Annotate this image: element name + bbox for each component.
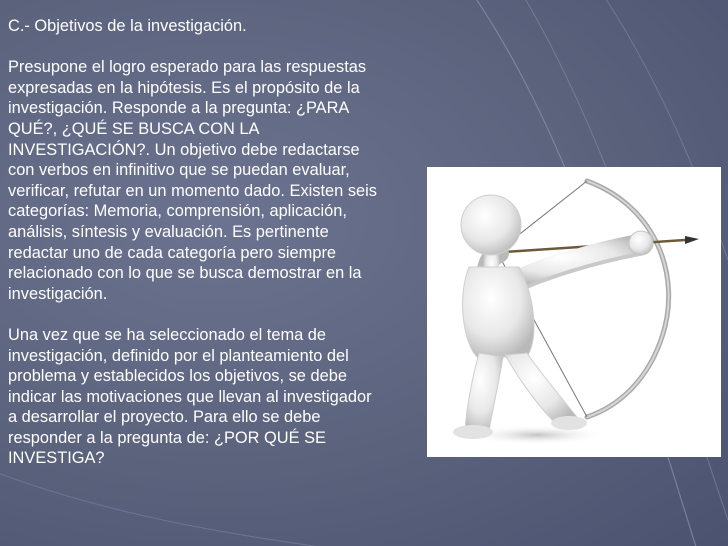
archer-image	[427, 167, 721, 457]
spacer	[8, 304, 433, 325]
paragraph-objectives: Presupone el logro esperado para las respuestas expresadas en la hipótesis. Es el propósito de la investigación. Responde a la pregunta: ¿PARA QUÉ?, ¿QUÉ SE BUSCA CON LA INVESTIGACIÓN?. Un objetivo debe redactarse con verbos en infinitivo que se puedan evaluar, verificar, refutar en un momento dado. Existen seis categorías: Memoria, comprensión, aplicación, análisis, síntesis y evaluación. Es pertinente redactar uno de cada categoría pero siempre relacionado con lo que se busca demostrar en la investigación.	[8, 58, 377, 303]
paragraph-justification: Una vez que se ha seleccionado el tema de investigación, definido por el planteamiento del problema y establecidos los objetivos, se debe indicar las motivaciones que llevan al investigador a desarrollar el proyecto. Para ello se debe responder a la pregunta de: ¿POR QUÉ SE INVESTIGA?	[8, 325, 372, 468]
slide-content	[8, 16, 433, 469]
spacer	[8, 37, 433, 58]
archer-figure-icon	[427, 167, 721, 457]
slide-heading: C.- Objetivos de la investigación.	[8, 17, 247, 35]
